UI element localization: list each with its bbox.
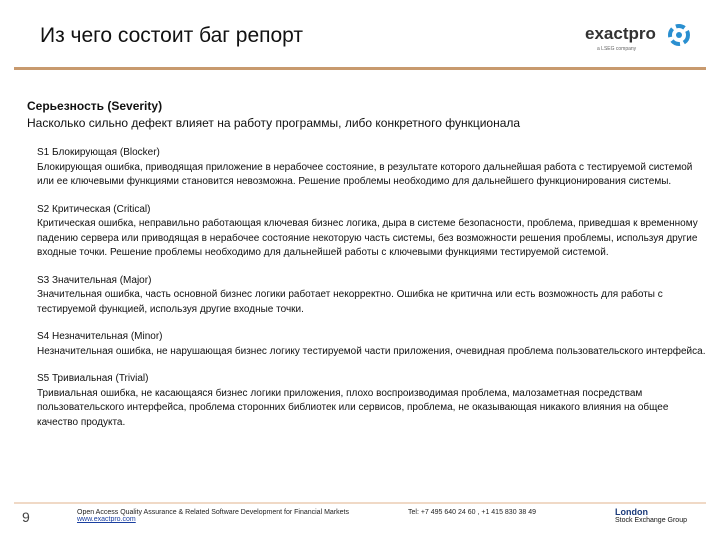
footer-link[interactable]: www.exactpro.com bbox=[77, 516, 136, 523]
severity-text: Значительная ошибка, часть основной бизнес логики работает некорректно. Ошибка не критична или есть возможность для работы с тестируемой функцией, используя другие входные точки. bbox=[37, 289, 663, 315]
severity-title: S4 Незначительная (Minor) bbox=[37, 331, 163, 342]
lse-sub: Stock Exchange Group bbox=[615, 517, 687, 524]
severity-item bbox=[37, 274, 709, 318]
page-number: 9 bbox=[22, 509, 30, 525]
severity-item bbox=[37, 372, 709, 430]
severity-text: Тривиальная ошибка, не касающаяся бизнес логики приложения, плохо воспроизводимая проблема, малозаметная посредствам пользовательского интерфейса, проблема сторонних библиотек или сервисов, проблема, не оказывающая никакого влияния на общее качество продукта. bbox=[37, 387, 669, 428]
severity-title: S3 Значительная (Major) bbox=[37, 274, 152, 286]
logo-icon bbox=[668, 24, 690, 46]
severity-title: S5 Тривиальная (Trivial) bbox=[37, 373, 149, 384]
severity-text: Критическая ошибка, неправильно работающая ключевая бизнес логика, дыра в системе безопасности, проблема, приведшая к временному падению сервера или приводящая в нерабочее состояние некоторую часть системы, без возможности решения проблемы, используя другие входные точки. Решение проблемы необходимо для дальнейшей работы с ключевыми функциями тестируемой системой. bbox=[37, 218, 698, 258]
footer-tagline: Open Access Quality Assurance & Related Software Development for Financial Markets bbox=[77, 509, 349, 516]
section-subheading: Насколько сильно дефект влияет на работу программы, либо конкретного функционала bbox=[27, 116, 521, 130]
severity-title: S1 Блокирующая (Blocker) bbox=[37, 147, 160, 158]
severity-text: Блокирующая ошибка, приводящая приложение в нерабочее состояние, в результате которого дальнейшая работа с тестируемой системой или ее ключевыми функциями становится невозможна. Решение проблемы необходимо для дальнейшего функционирования системы. bbox=[37, 161, 693, 187]
severity-title: S2 Критическая (Critical) bbox=[37, 203, 151, 215]
severity-item bbox=[37, 203, 709, 261]
severity-item bbox=[37, 146, 709, 190]
slide-title: Из чего состоит баг репорт bbox=[40, 24, 304, 47]
severity-text: Незначительная ошибка, не нарушающая бизнес логику тестируемой части приложения, очевидная проблема пользовательского интерфейса. bbox=[37, 345, 706, 357]
header-divider bbox=[14, 67, 706, 70]
lse-name: London bbox=[615, 507, 648, 517]
section-heading: Серьезность (Severity) bbox=[27, 99, 163, 113]
footer-divider bbox=[14, 502, 706, 504]
exactpro-logo: exactpro a LSEG company bbox=[585, 24, 695, 58]
severity-item bbox=[37, 330, 709, 359]
footer-text bbox=[77, 509, 349, 523]
lse-logo bbox=[615, 507, 687, 524]
footer-phone: Tel: +7 495 640 24 60 , +1 415 830 38 49 bbox=[408, 509, 537, 516]
severity-list bbox=[37, 146, 709, 443]
